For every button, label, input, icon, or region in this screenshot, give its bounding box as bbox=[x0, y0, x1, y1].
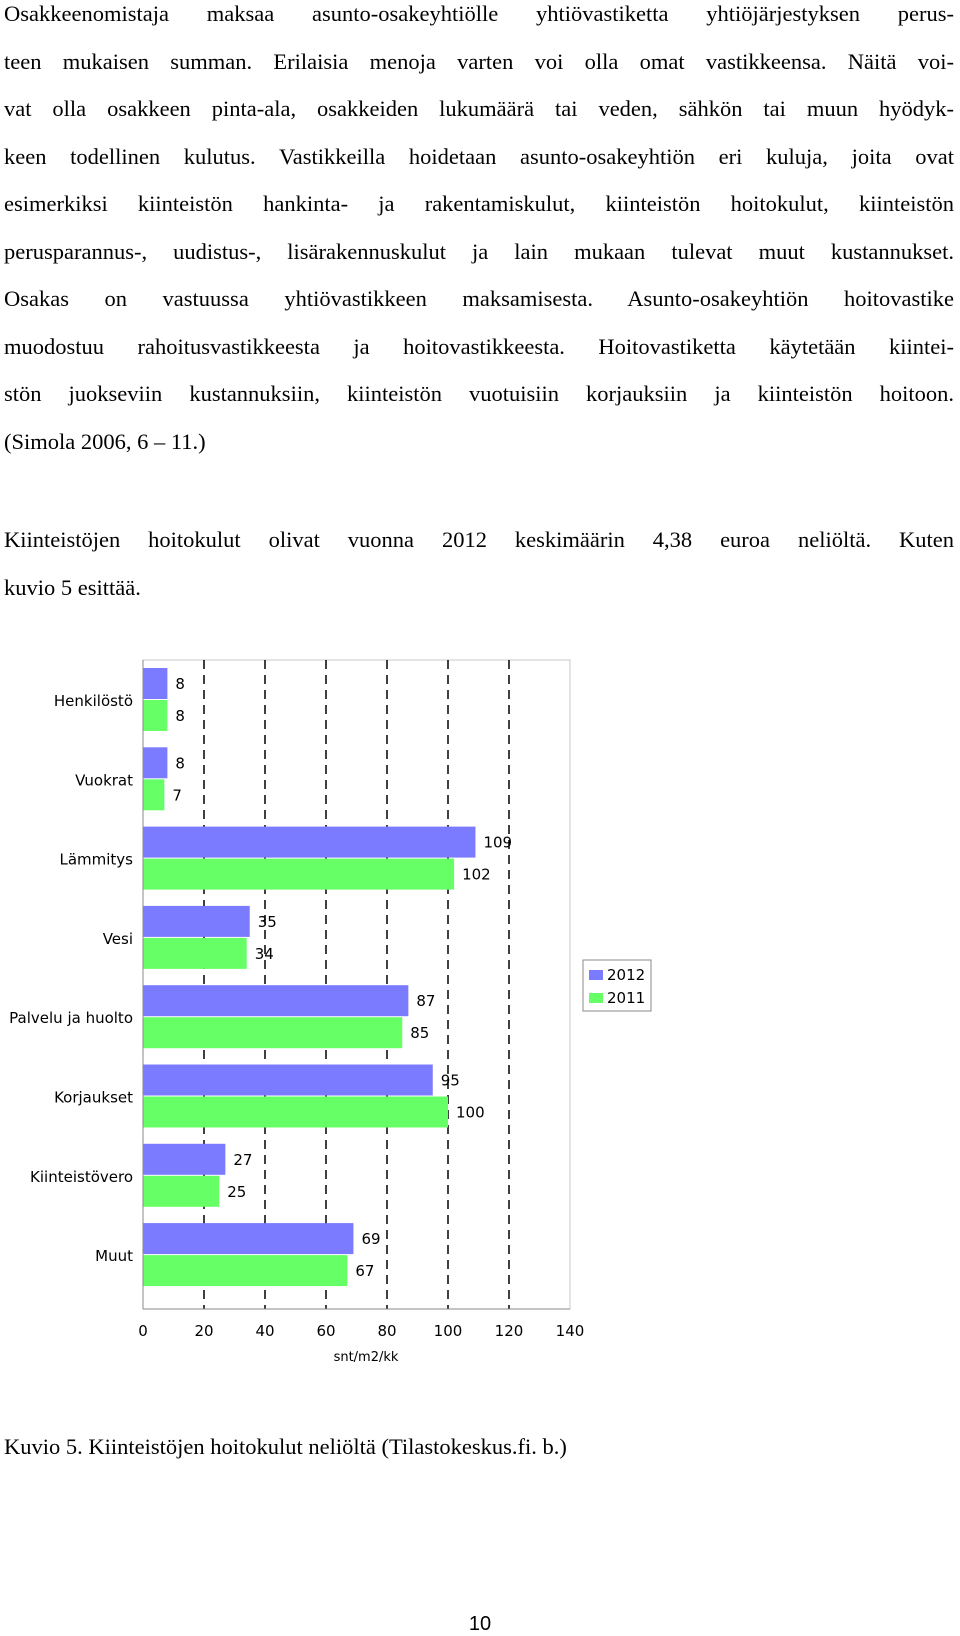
data-label: 109 bbox=[483, 833, 513, 852]
bar bbox=[143, 747, 167, 778]
category-label: Korjaukset bbox=[54, 1088, 133, 1107]
text-line: (Simola 2006, 6 – 11.) bbox=[4, 428, 206, 454]
x-tick-label: 100 bbox=[433, 1322, 463, 1340]
bar bbox=[143, 700, 167, 731]
bar bbox=[143, 827, 475, 858]
data-label: 8 bbox=[175, 675, 185, 693]
data-label: 7 bbox=[172, 786, 182, 805]
data-label: 85 bbox=[410, 1024, 430, 1043]
x-tick-label: 120 bbox=[494, 1322, 524, 1340]
data-label: 69 bbox=[361, 1230, 381, 1249]
data-label: 35 bbox=[257, 912, 277, 931]
text-line: stön juokseviin kustannuksiin, kiinteistön vuotuisiin korjauksiin ja kiinteistön hoitoon. bbox=[4, 381, 954, 406]
text-line: Osakkeenomistaja maksaa asunto-osakeyhtiölle yhtiövastiketta yhtiöjärjestyksen perus- bbox=[4, 1, 954, 26]
data-label: 95 bbox=[440, 1071, 460, 1090]
bar bbox=[143, 985, 408, 1016]
category-label: Vuokrat bbox=[75, 771, 133, 790]
figure-caption: Kuvio 5. Kiinteistöjen hoitokulut neliöltä (Tilastokeskus.fi. b.) bbox=[4, 1434, 567, 1459]
x-tick-label: 0 bbox=[138, 1322, 148, 1340]
bar-chart-hoitokulut bbox=[0, 662, 960, 1365]
bar bbox=[143, 779, 164, 810]
text-line: keen todellinen kulutus. Vastikkeilla hoidetaan asunto-osakeyhtiön eri kuluja, joita ovat bbox=[4, 143, 954, 169]
legend-swatch bbox=[589, 993, 603, 1003]
category-label: Vesi bbox=[102, 929, 133, 948]
x-tick-label: 20 bbox=[194, 1322, 214, 1340]
category-label: Kiinteistövero bbox=[30, 1167, 133, 1186]
paragraph-hoitokulut bbox=[4, 516, 954, 611]
x-tick-label: 80 bbox=[377, 1322, 397, 1340]
bar bbox=[143, 1255, 347, 1286]
text-line: perusparannus-, uudistus-, lisärakennuskulut ja lain mukaan tulevat muut kustannukset. bbox=[4, 238, 954, 264]
text-line: kuvio 5 esittää. bbox=[4, 574, 141, 600]
bar bbox=[143, 906, 250, 937]
x-tick-label: 140 bbox=[555, 1322, 585, 1340]
category-label: Palvelu ja huolto bbox=[9, 1009, 133, 1028]
text-line: esimerkiksi kiinteistön hankinta- ja rakentamiskulut, kiinteistön hoitokulut, kiinteistön bbox=[4, 191, 954, 216]
plot-area bbox=[143, 660, 570, 1309]
data-label: 8 bbox=[175, 707, 185, 725]
legend-label: 2012 bbox=[607, 966, 646, 984]
bar bbox=[143, 1144, 225, 1175]
data-label: 27 bbox=[233, 1150, 253, 1169]
x-tick-label: 40 bbox=[255, 1322, 275, 1340]
data-label: 100 bbox=[456, 1103, 485, 1122]
bar bbox=[143, 1097, 448, 1128]
bar bbox=[143, 1017, 402, 1048]
bar bbox=[143, 1176, 219, 1207]
data-label: 8 bbox=[175, 754, 185, 773]
text-line: vat olla osakkeen pinta-ala, osakkeiden lukumäärä tai veden, sähkön tai muun hyödyk- bbox=[4, 96, 954, 121]
bar bbox=[143, 1223, 353, 1254]
data-label: 87 bbox=[416, 992, 436, 1011]
category-label: Muut bbox=[95, 1247, 133, 1266]
data-label: 67 bbox=[355, 1262, 375, 1281]
text-line: Osakas on vastuussa yhtiövastikkeen maksamisesta. Asunto-osakeyhtiön hoitovastike bbox=[4, 286, 954, 311]
data-label: 25 bbox=[227, 1182, 247, 1201]
text-line: muodostuu rahoitusvastikkeesta ja hoitovastikkeesta. Hoitovastiketta käytetään kiintei- bbox=[4, 333, 954, 359]
legend-swatch bbox=[589, 970, 603, 980]
bar bbox=[143, 1065, 433, 1096]
text-line: teen mukaisen summan. Erilaisia menoja varten voi olla omat vastikkeensa. Näitä voi- bbox=[4, 48, 954, 74]
data-label: 102 bbox=[462, 865, 491, 884]
bar bbox=[143, 859, 454, 890]
bar bbox=[143, 938, 247, 969]
page-number: 10 bbox=[468, 1613, 492, 1635]
category-label: Lämmitys bbox=[59, 850, 133, 869]
legend-label: 2011 bbox=[607, 989, 646, 1007]
paragraph-vastike bbox=[4, 0, 954, 465]
category-label: Henkilöstö bbox=[53, 692, 133, 710]
x-tick-label: 60 bbox=[316, 1322, 336, 1340]
text-line: Kiinteistöjen hoitokulut olivat vuonna 2012 keskimäärin 4,38 euroa neliöltä. Kuten bbox=[4, 527, 954, 552]
x-axis-label: snt/m2/kk bbox=[333, 1350, 399, 1365]
data-label: 34 bbox=[254, 944, 274, 963]
bar bbox=[143, 668, 167, 699]
